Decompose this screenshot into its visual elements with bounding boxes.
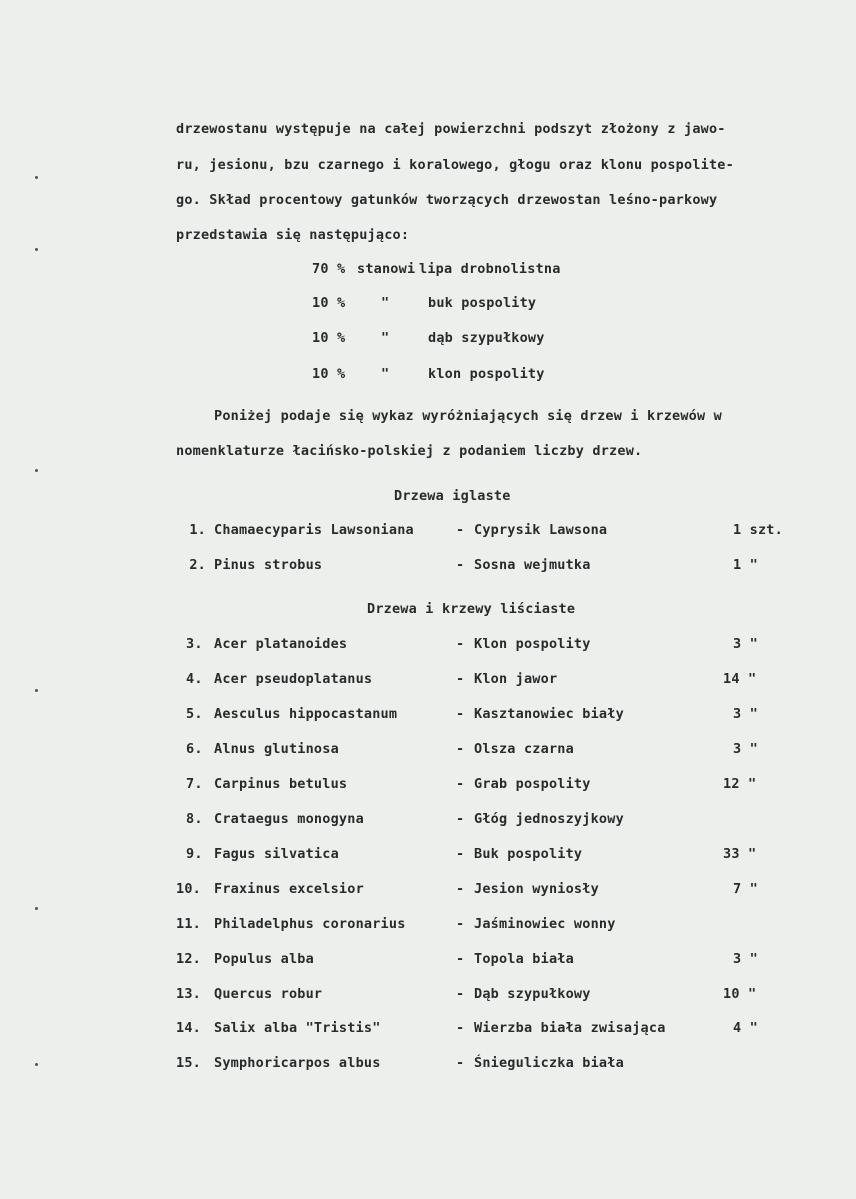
table-row: [0, 881, 856, 903]
table-row: [0, 916, 856, 938]
paragraph-line: drzewostanu występuje na całej powierzchni podszyt złożony z jawo-: [176, 121, 726, 137]
dash: -: [456, 881, 465, 897]
dash: -: [456, 522, 465, 538]
polish-name: Jaśminowiec wonny: [474, 916, 616, 932]
dash: -: [456, 1020, 465, 1036]
dash: -: [456, 811, 465, 827]
polish-name: Cyprysik Lawsona: [474, 522, 608, 538]
row-number: 15.: [176, 1055, 201, 1071]
row-number: 14.: [176, 1020, 201, 1036]
table-row: [0, 706, 856, 728]
latin-name: Chamaecyparis Lawsoniana: [214, 522, 414, 538]
row-number: 8.: [186, 811, 203, 827]
polish-name: Kasztanowiec biały: [474, 706, 624, 722]
polish-name: Olsza czarna: [474, 741, 574, 757]
table-row: [0, 986, 856, 1008]
count: 7 ": [733, 881, 758, 897]
latin-name: Quercus robur: [214, 986, 323, 1002]
latin-name: Symphoricarpos albus: [214, 1055, 381, 1071]
row-number: 9.: [186, 846, 203, 862]
margin-dot: [35, 907, 38, 910]
table-row: [0, 1020, 856, 1042]
row-number: 7.: [186, 776, 203, 792]
polish-name: Jesion wyniosły: [474, 881, 599, 897]
count: 3 ": [733, 636, 758, 652]
paragraph-line: go. Skład procentowy gatunków tworzących drzewostan leśno-parkowy: [176, 192, 718, 208]
composition-percent: 70 %: [312, 261, 346, 277]
composition-species: klon pospolity: [428, 366, 545, 382]
count: 33 ": [723, 846, 757, 862]
latin-name: Acer pseudoplatanus: [214, 671, 373, 687]
dash: -: [456, 671, 465, 687]
polish-name: Wierzba biała zwisająca: [474, 1020, 666, 1036]
polish-name: Dąb szypułkowy: [474, 986, 591, 1002]
row-number: 3.: [186, 636, 203, 652]
polish-name: Sosna wejmutka: [474, 557, 591, 573]
table-row: [0, 671, 856, 693]
latin-name: Alnus glutinosa: [214, 741, 339, 757]
composition-percent: 10 %: [312, 295, 346, 311]
count: 1 ": [733, 557, 758, 573]
row-number: 5.: [186, 706, 203, 722]
composition-mark: ": [381, 330, 390, 346]
dash: -: [456, 706, 465, 722]
dash: -: [456, 951, 465, 967]
count: 3 ": [733, 706, 758, 722]
margin-dot: [35, 176, 38, 179]
margin-dot: [35, 469, 38, 472]
dash: -: [456, 557, 465, 573]
table-row: [0, 636, 856, 658]
row-number: 12.: [176, 951, 201, 967]
table-row: [0, 846, 856, 868]
count: 14 ": [723, 671, 757, 687]
latin-name: Salix alba "Tristis": [214, 1020, 381, 1036]
composition-percent: 10 %: [312, 366, 346, 382]
dash: -: [456, 1055, 465, 1071]
polish-name: Grab pospolity: [474, 776, 591, 792]
count: 3 ": [733, 951, 758, 967]
dash: -: [456, 776, 465, 792]
composition-species: lipa drobnolistna: [419, 261, 561, 277]
dash: -: [456, 846, 465, 862]
count: 12 ": [723, 776, 757, 792]
composition-species: dąb szypułkowy: [428, 330, 545, 346]
polish-name: Topola biała: [474, 951, 574, 967]
table-row: [0, 776, 856, 798]
section-title: Drzewa iglaste: [394, 488, 511, 504]
latin-name: Philadelphus coronarius: [214, 916, 406, 932]
row-number: 6.: [186, 741, 203, 757]
latin-name: Carpinus betulus: [214, 776, 348, 792]
dash: -: [456, 916, 465, 932]
dash: -: [456, 741, 465, 757]
dash: -: [456, 986, 465, 1002]
latin-name: Acer platanoides: [214, 636, 348, 652]
composition-species: buk pospolity: [428, 295, 537, 311]
row-number: 2.: [189, 557, 206, 573]
paragraph-line: Poniżej podaje się wykaz wyróżniających się drzew i krzewów w: [214, 408, 722, 424]
table-row: [0, 811, 856, 833]
polish-name: Klon jawor: [474, 671, 558, 687]
count: 1 szt.: [733, 522, 783, 538]
paragraph-line: przedstawia się następująco:: [176, 227, 410, 243]
latin-name: Fagus silvatica: [214, 846, 339, 862]
latin-name: Populus alba: [214, 951, 314, 967]
row-number: 13.: [176, 986, 201, 1002]
row-number: 10.: [176, 881, 201, 897]
latin-name: Fraxinus excelsior: [214, 881, 364, 897]
composition-mark: stanowi: [357, 261, 416, 277]
count: 3 ": [733, 741, 758, 757]
count: 10 ": [723, 986, 757, 1002]
polish-name: Głóg jednoszyjkowy: [474, 811, 624, 827]
dash: -: [456, 636, 465, 652]
composition-mark: ": [381, 366, 390, 382]
latin-name: Crataegus monogyna: [214, 811, 364, 827]
table-row: [0, 522, 856, 544]
row-number: 4.: [186, 671, 203, 687]
composition-percent: 10 %: [312, 330, 346, 346]
count: 4 ": [733, 1020, 758, 1036]
composition-mark: ": [381, 295, 390, 311]
margin-dot: [35, 248, 38, 251]
latin-name: Aesculus hippocastanum: [214, 706, 398, 722]
paragraph-line: nomenklaturze łacińsko-polskiej z podaniem liczby drzew.: [176, 443, 643, 459]
polish-name: Śnieguliczka biała: [474, 1055, 624, 1071]
polish-name: Klon pospolity: [474, 636, 591, 652]
latin-name: Pinus strobus: [214, 557, 323, 573]
section-title: Drzewa i krzewy liściaste: [367, 601, 576, 617]
row-number: 11.: [176, 916, 201, 932]
row-number: 1.: [189, 522, 206, 538]
table-row: [0, 741, 856, 763]
paragraph-line: ru, jesionu, bzu czarnego i koralowego, głogu oraz klonu pospolite-: [176, 157, 734, 173]
polish-name: Buk pospolity: [474, 846, 583, 862]
table-row: [0, 951, 856, 973]
table-row: [0, 557, 856, 579]
table-row: [0, 1055, 856, 1077]
